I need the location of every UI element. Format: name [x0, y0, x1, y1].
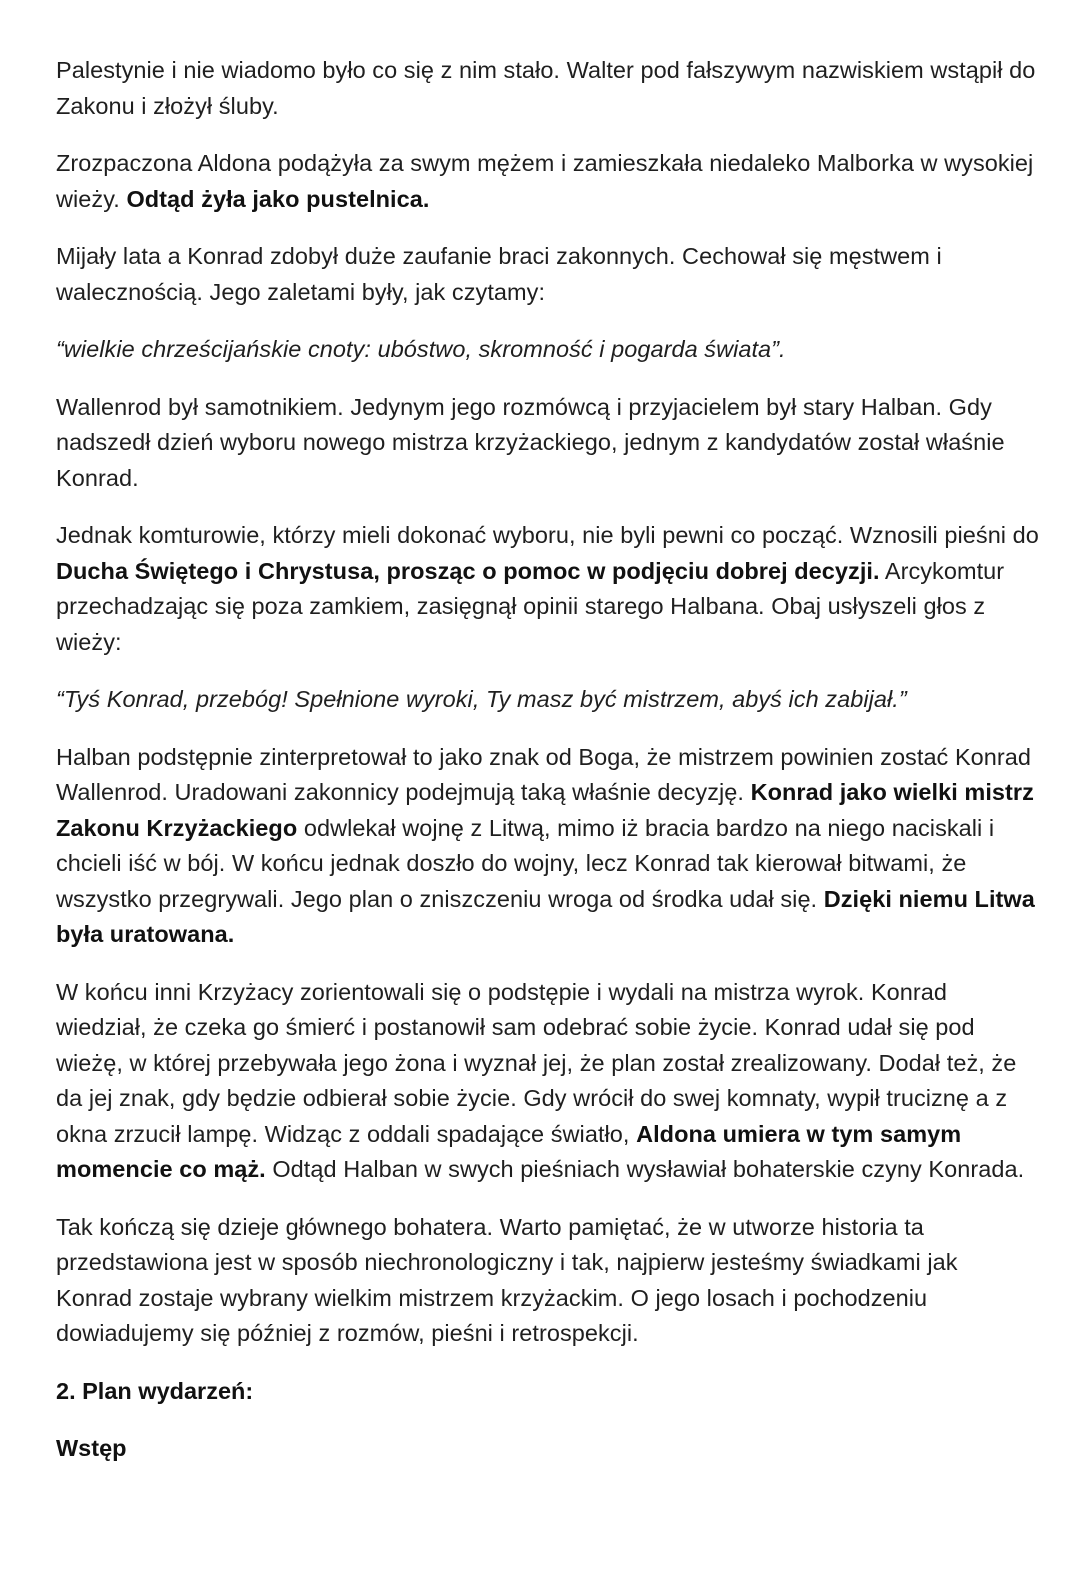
- text-run: Mijały lata a Konrad zdobył duże zaufanie braci zakonnych. Cechował się męstwem i walecznością. Jego zaletami były, jak czytamy:: [56, 243, 942, 305]
- text-paragraph: [56, 146, 1040, 217]
- text-run: Palestynie i nie wiadomo było co się z nim stało. Walter pod fałszywym nazwiskiem wstąpił do Zakonu i złożył śluby.: [56, 57, 1036, 119]
- text-paragraph: [56, 740, 1040, 953]
- document-page: [56, 53, 1040, 1489]
- text-run: “Tyś Konrad, przebóg! Spełnione wyroki, Ty masz być mistrzem, abyś ich zabijał.”: [56, 686, 907, 712]
- text-paragraph: [56, 239, 1040, 310]
- text-paragraph: [56, 518, 1040, 660]
- quote-paragraph: [56, 682, 1040, 718]
- bold-text: Aldona umiera w tym samym momencie co mąż.: [56, 1120, 962, 1182]
- text-run: Jednak komturowie, którzy mieli dokonać wyboru, nie byli pewni co począć. Wznosili pieśni do: [56, 522, 1039, 548]
- bold-text: Dzięki niemu Litwa była uratowana.: [56, 885, 1035, 947]
- bold-text: Odtąd żyła jako pustelnica.: [126, 185, 430, 212]
- bold-text: Konrad jako wielki mistrz Zakonu Krzyżackiego: [56, 779, 1034, 841]
- text-run: Halban podstępnie zinterpretował to jako znak od Boga, że mistrzem powinien zostać Konrad Wallenrod. Uradowani zakonnicy podejmują taką właśnie decyzję.: [56, 743, 1032, 805]
- text-run: Wallenrod był samotnikiem. Jedynym jego rozmówcą i przyjacielem był stary Halban. Gdy nadszedł dzień wyboru nowego mistrza krzyżackiego, jednym z kandydatów został właśnie Konrad.: [56, 393, 1005, 491]
- paragraph-list: [56, 53, 1040, 1352]
- text-run: Tak kończą się dzieje głównego bohatera. Warto pamiętać, że w utworze historia ta przedstawiona jest w sposób niechronologiczny i tak, najpierw jesteśmy świadkami jak Konrad zostaje wybrany wielkim mistrzem krzyżackim. O jego losach i pochodzeniu dowiadujemy się później z rozmów, pieśni i retrospekcji.: [56, 1213, 958, 1346]
- section-heading-intro: Wstęp: [56, 1435, 127, 1461]
- text-run: odwlekał wojnę z Litwą, mimo iż bracia bardzo na niego naciskali i chcieli iść w bój. W końcu jednak doszło do wojny, lecz Konrad tak kierował bitwami, że wszystko przegrywali. Jego plan o zniszczeniu wroga od środka udał się.: [56, 814, 995, 912]
- bold-text: Ducha Świętego i Chrystusa, prosząc o pomoc w podjęciu dobrej decyzji.: [56, 557, 880, 584]
- section-heading-plan: 2. Plan wydarzeń:: [56, 1377, 254, 1404]
- text-run: Arcykomtur przechadzając się poza zamkiem, zasięgnął opinii starego Halbana. Obaj usłyszeli głos z wieży:: [56, 557, 1005, 655]
- text-paragraph: [56, 975, 1040, 1188]
- quote-paragraph: [56, 332, 1040, 368]
- text-run: W końcu inni Krzyżacy zorientowali się o podstępie i wydali na mistrza wyrok. Konrad wiedział, że czeka go śmierć i postanowił sam odebrać sobie życie. Konrad udał się pod wieżę, w której przebywała jego żona i wyznał jej, że plan został zrealizowany. Dodał też, że da jej znak, gdy będzie odbierał sobie życie. Gdy wrócił do swej komnaty, wypił truciznę a z okna zrzucił lampę. Widząc z oddali spadające światło,: [56, 978, 1017, 1147]
- text-paragraph: [56, 390, 1040, 497]
- text-paragraph: [56, 1210, 1040, 1352]
- text-run: Odtąd Halban w swych pieśniach wysławiał bohaterskie czyny Konrada.: [265, 1156, 1025, 1182]
- text-run: “wielkie chrześcijańskie cnoty: ubóstwo, skromność i pogarda świata”.: [56, 336, 786, 362]
- text-run: Zrozpaczona Aldona podążyła za swym mężem i zamieszkała niedaleko Malborka w wysokiej wieży.: [56, 150, 1034, 212]
- text-paragraph: [56, 53, 1040, 124]
